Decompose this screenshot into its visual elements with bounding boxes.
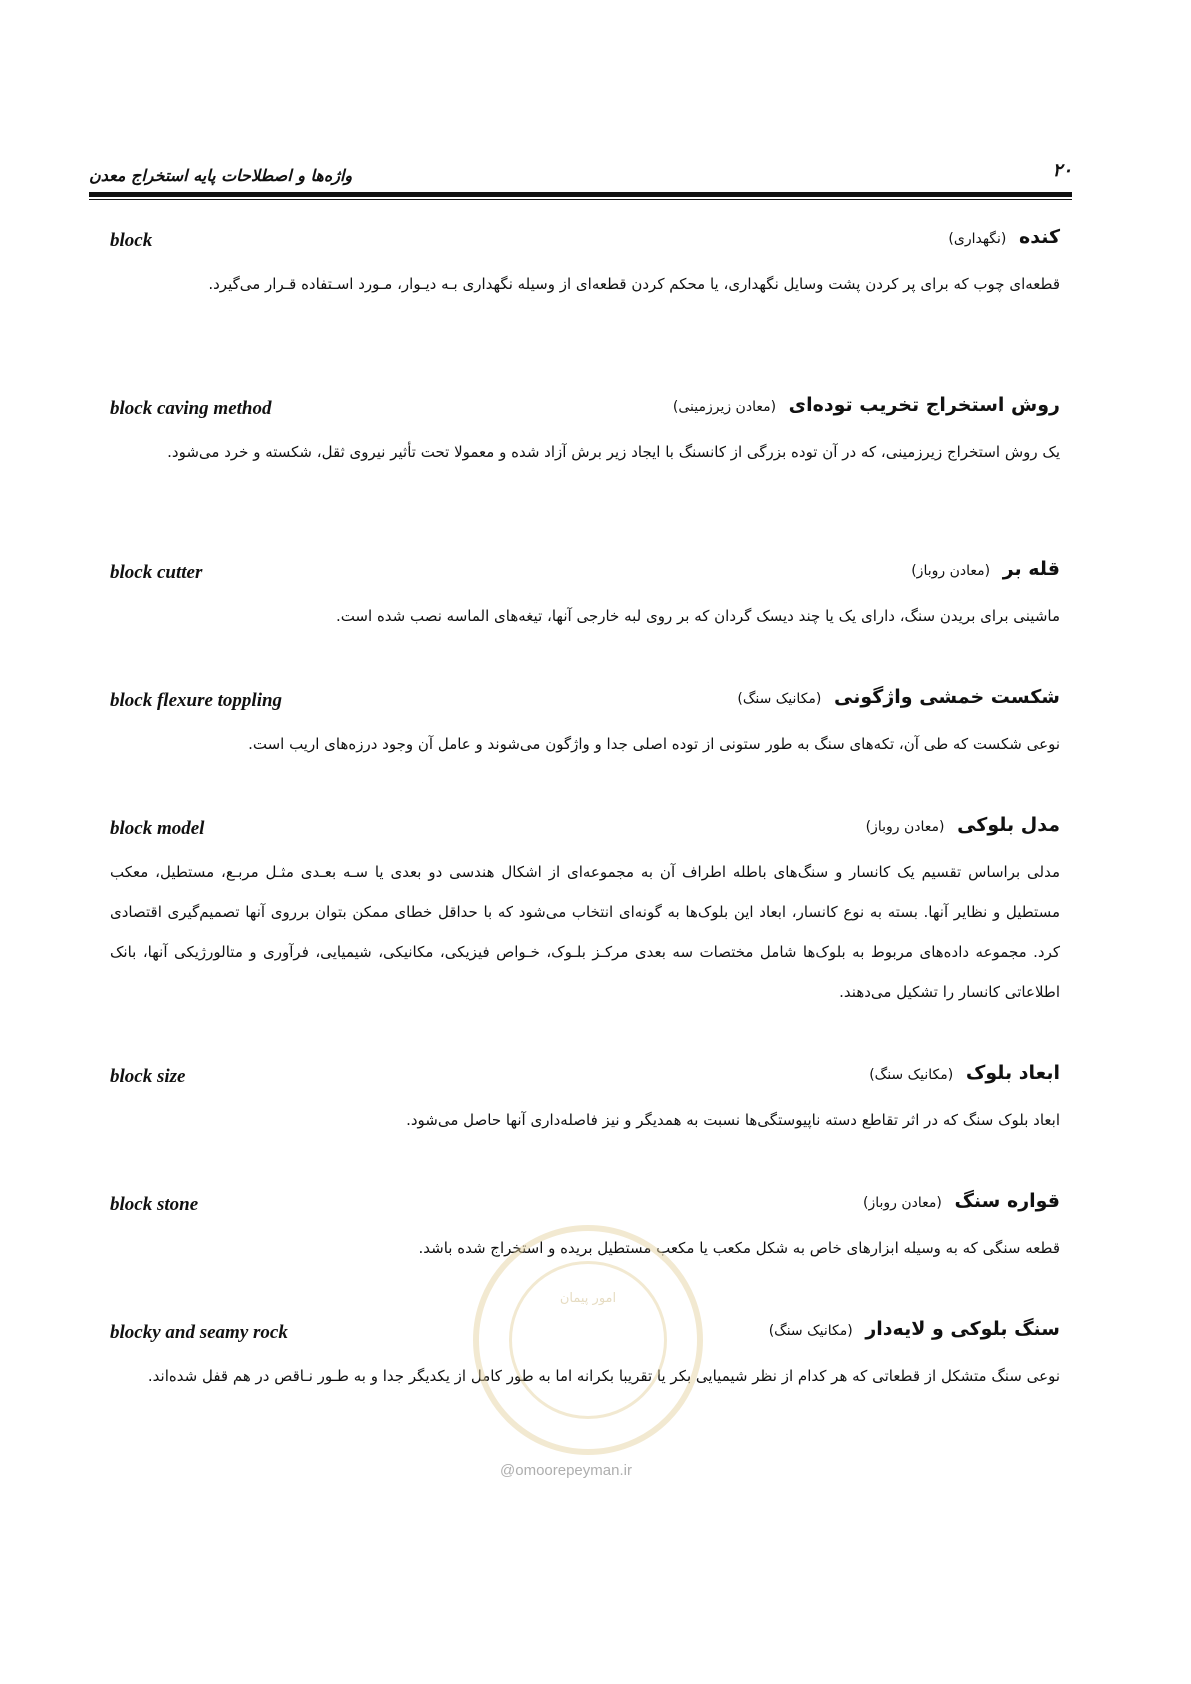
watermark-text: امور پیمان bbox=[559, 1291, 617, 1306]
term-english: block flexure toppling bbox=[110, 690, 283, 711]
term-persian: روش استخراج تخریب توده‌ای (معادن زیرزمینی) bbox=[672, 394, 1060, 416]
watermark-inner-ring bbox=[509, 1261, 667, 1419]
header-rule-thin bbox=[89, 199, 1072, 200]
term-english: block size bbox=[110, 1066, 186, 1087]
term-persian: قله بر (معادن روباز) bbox=[911, 558, 1060, 580]
term-persian: مدل بلوکی (معادن روباز) bbox=[865, 814, 1060, 836]
glossary-entry bbox=[110, 686, 1060, 764]
term-definition: یک روش استخراج زیرزمینی، که در آن توده بزرگی از کانسنگ با ایجاد زیر برش آزاد شده و معمولا تحت تأثیر نیروی ثقل، شکسته و خرد می‌شود. bbox=[167, 443, 1060, 461]
term-english: block bbox=[110, 230, 153, 251]
header-rule-thick bbox=[89, 192, 1072, 197]
term-definition: ابعاد بلوک سنگ که در اثر تقاطع دسته ناپیوستگی‌ها نسبت به همدیگر و نیز فاصله‌داری آنها حاصل می‌شود. bbox=[406, 1111, 1060, 1129]
watermark-seal bbox=[473, 1225, 703, 1455]
term-definition: قطعه سنگی که به وسیله ابزارهای خاص به شکل مکعب یا مکعب مستطیل بریده و استخراج شده باشد. bbox=[418, 1239, 1060, 1257]
term-persian: کنده (نگهداری) bbox=[948, 226, 1060, 248]
term-field: (مکانیک سنگ) bbox=[869, 1067, 954, 1083]
term-persian: شکست خمشی واژگونی (مکانیک سنگ) bbox=[737, 686, 1060, 708]
glossary-entry bbox=[110, 558, 1060, 636]
term-persian: ابعاد بلوک (مکانیک سنگ) bbox=[869, 1062, 1060, 1084]
glossary-entry bbox=[110, 1062, 1060, 1140]
term-field: (معادن روباز) bbox=[911, 563, 991, 579]
term-definition: مدلی براساس تقسیم یک کانسار و سنگ‌های باطله اطراف آن به مجموعه‌ای از اشکال هندسی دو بعدی یا سـه بعـدی مثـل مربـع، مستطیل، معکب مستطیل و نظایر آنها. بسته به نوع کانسار، ابعاد این بلوک‌ها به گونه‌ای انتخاب می‌شود که با حداقل خطای ممکن بتوان برروی آنها تصمیم‌گیری اقتصادی کرد. مجموعه داده‌های مربوط به بلوک‌ها شامل مختصات سه بعدی مرکـز بلـوک، خـواص فیزیکی، مکانیکی، شیمیایی، فرآوری و متالورژیکی آنها، بانک اطلاعاتی کانسار را تشکیل می‌دهند. bbox=[110, 863, 1060, 1001]
term-english: block model bbox=[110, 818, 205, 839]
term-persian: سنگ بلوکی و لایه‌دار (مکانیک سنگ) bbox=[768, 1318, 1060, 1340]
glossary-entry bbox=[110, 814, 1060, 1012]
term-field: (نگهداری) bbox=[948, 231, 1007, 247]
glossary-entry bbox=[110, 226, 1060, 304]
term-field: (مکانیک سنگ) bbox=[768, 1323, 853, 1339]
term-field: (معادن روباز) bbox=[865, 819, 945, 835]
term-english: blocky and seamy rock bbox=[110, 1322, 288, 1343]
term-persian: قواره سنگ (معادن روباز) bbox=[862, 1190, 1060, 1212]
page-header bbox=[89, 160, 1072, 190]
term-english: block stone bbox=[110, 1194, 199, 1215]
term-english: block caving method bbox=[110, 398, 272, 419]
term-definition: نوعی شکست که طی آن، تکه‌های سنگ به طور ستونی از توده اصلی جدا و واژگون می‌شوند و عامل آن وجود درزه‌های اریب است. bbox=[248, 735, 1060, 753]
term-field: (مکانیک سنگ) bbox=[737, 691, 822, 707]
term-definition: ماشینی برای بریدن سنگ، دارای یک یا چند دیسک گردان که بر روی لبه خارجی آنها، تیغه‌های الماسه نصب شده است. bbox=[335, 607, 1060, 625]
running-title: واژه‌ها و اصطلاحات پایه استخراج معدن bbox=[89, 166, 353, 185]
term-field: (معادن زیرزمینی) bbox=[672, 399, 777, 415]
term-definition: نوعی سنگ متشکل از قطعاتی که هر کدام از نظر شیمیایی بکر یا تقریبا بکرانه اما به طور کامل از یکدیگر جدا و به طـور نـاقص در هم قفل شده‌اند. bbox=[147, 1367, 1060, 1385]
term-field: (معادن روباز) bbox=[862, 1195, 942, 1211]
glossary-entry bbox=[110, 394, 1060, 472]
term-english: block cutter bbox=[110, 562, 203, 583]
page-number: ۲۰ bbox=[1052, 160, 1072, 181]
watermark-url: @omoorepeyman.ir bbox=[500, 1462, 632, 1479]
term-definition: قطعه‌ای چوب که برای پر کردن پشت وسایل نگهداری، یا محکم کردن قطعه‌ای از وسیله نگهداری بـه دیـوار، مـورد اسـتفاده قـرار می‌گیرد. bbox=[208, 275, 1060, 293]
